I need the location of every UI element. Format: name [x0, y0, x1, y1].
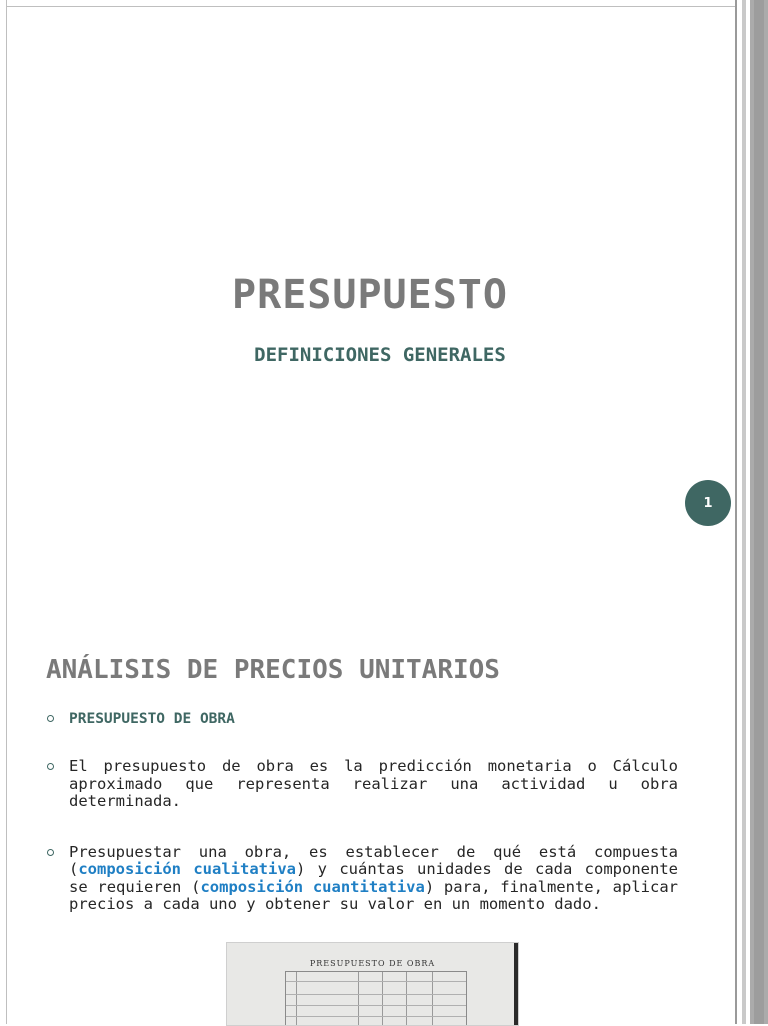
bullet-circle-icon [47, 849, 54, 856]
highlight-term: composición cuantitativa [200, 877, 425, 896]
bullet-circle-icon [47, 715, 54, 722]
bullet-item [46, 710, 678, 728]
bullet-item [46, 758, 678, 811]
section-heading: ANÁLISIS DE PRECIOS UNITARIOS [46, 655, 500, 685]
frame-left-line [6, 0, 7, 1024]
bullet-item [46, 844, 678, 914]
pen-object [514, 943, 519, 1025]
frame-top-line [6, 6, 736, 7]
photo-caption: PRESUPUESTO DE OBRA [309, 959, 436, 968]
bullet-text-part: ) para, finalmente, aplicar precios a cada uno y obtener su valor en un momento dado. [69, 877, 678, 913]
photo-table [285, 971, 467, 1026]
bullet-circle-icon [47, 763, 54, 770]
page-number-badge: 1 [685, 480, 731, 526]
slide-title: PRESUPUESTO [232, 272, 508, 318]
bullet-text: El presupuesto de obra es la predicción monetaria o Cálculo aproximado que representa realizar una actividad u obra determinada. [69, 757, 678, 810]
slide-subtitle: DEFINICIONES GENERALES [254, 344, 506, 366]
bullet-label: PRESUPUESTO DE OBRA [69, 711, 235, 727]
scrollbar[interactable] [750, 0, 768, 1024]
budget-photo [226, 942, 519, 1026]
bullet-list [46, 710, 678, 947]
frame-right-line [735, 0, 737, 1024]
highlight-term: composición cualitativa [78, 860, 296, 878]
scroll-track[interactable] [742, 0, 746, 1024]
bullet-text-part: Presupuestar una obra, es establecer de qué está compuesta ( [69, 842, 678, 878]
bullet-text-part: ) y cuántas unidades de cada componente se requieren ( [69, 860, 678, 896]
